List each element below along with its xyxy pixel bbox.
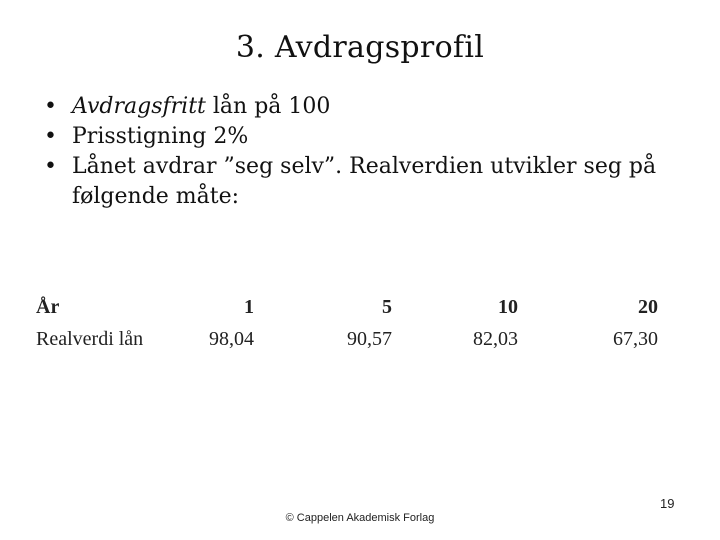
year-cell: 1 bbox=[244, 295, 254, 318]
year-cell: 10 bbox=[498, 295, 518, 318]
value-cell: 98,04 bbox=[209, 327, 254, 350]
bullet-text: lån på 100 bbox=[205, 94, 331, 119]
bullet-dot-icon: • bbox=[44, 94, 57, 119]
bullet-item-inflation bbox=[40, 122, 680, 152]
row-label-real-value: Realverdi lån bbox=[36, 327, 144, 350]
year-cell: 5 bbox=[382, 295, 392, 318]
bullet-dot-icon: • bbox=[44, 154, 57, 179]
bullet-text: Prisstigning 2% bbox=[72, 124, 249, 149]
table-row-years bbox=[36, 291, 658, 323]
value-cell: 82,03 bbox=[473, 327, 518, 350]
slide-title: 3. Avdragsprofil bbox=[235, 30, 485, 65]
bullet-italic-text: Avdragsfritt bbox=[72, 94, 206, 119]
bullet-item-amortization bbox=[40, 152, 680, 212]
bullet-dot-icon: • bbox=[44, 124, 57, 149]
table-row-real-value bbox=[36, 323, 658, 355]
bullet-text: Lånet avdrar ”seg selv”. Realverdien utvikler seg på følgende måte: bbox=[72, 154, 657, 209]
value-cell: 67,30 bbox=[613, 327, 658, 350]
bullet-list bbox=[40, 92, 680, 212]
copyright-footer: © Cappelen Akademisk Forlag bbox=[285, 512, 435, 524]
bullet-item-loan bbox=[40, 92, 680, 122]
real-value-table bbox=[36, 291, 658, 355]
year-cell: 20 bbox=[638, 295, 658, 318]
page-number: 19 bbox=[660, 496, 675, 511]
value-cell: 90,57 bbox=[347, 327, 392, 350]
row-label-year: År bbox=[36, 295, 60, 318]
